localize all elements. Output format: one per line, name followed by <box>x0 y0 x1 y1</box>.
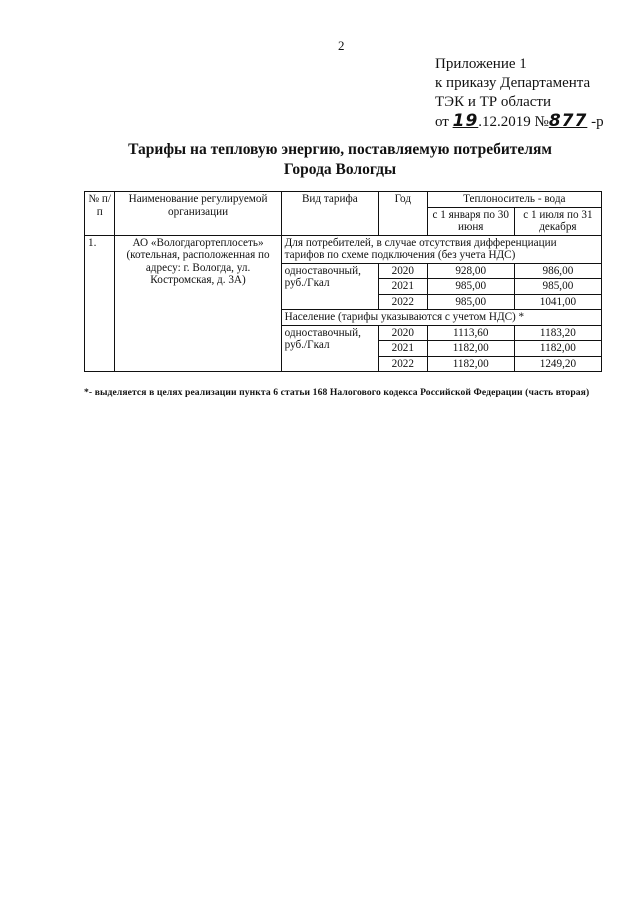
appendix-line3: ТЭК и ТР области <box>435 94 551 110</box>
value-h1: 985,00 <box>427 279 514 295</box>
value-h2: 985,00 <box>514 279 601 295</box>
appendix-line1: Приложение 1 <box>435 56 527 72</box>
row-number: 1. <box>85 235 115 372</box>
year-cell: 2021 <box>378 279 427 295</box>
header-kind: Вид тарифа <box>281 192 378 236</box>
title-line2: Города Вологды <box>283 161 397 178</box>
header-org: Наименование регулируемой организации <box>115 192 281 236</box>
header-num: № п/п <box>85 192 115 236</box>
org-name: АО «Вологдагортеплосеть» <box>132 236 264 249</box>
section2-label: Население (тарифы указываются с учетом НДС) * <box>281 310 601 326</box>
date-prefix: от <box>435 114 449 130</box>
date-day: 19 <box>452 111 479 131</box>
header-period2: с 1 июля по 31 декабря <box>514 207 601 235</box>
section1-label: Для потребителей, в случае отсутствия дифференциации тарифов по схеме подключения (без учета НДС) <box>281 235 601 263</box>
value-h2: 1182,00 <box>514 341 601 357</box>
tariff-type: одноставочный, руб./Гкал <box>281 325 378 372</box>
year-cell: 2021 <box>378 341 427 357</box>
value-h1: 1182,00 <box>427 341 514 357</box>
table-header-row <box>85 192 602 208</box>
tariff-table <box>84 191 602 372</box>
header-carrier: Теплоноситель - вода <box>427 192 601 208</box>
value-h2: 1041,00 <box>514 294 601 310</box>
tariff-type: одноставочный, руб./Гкал <box>281 263 378 310</box>
value-h1: 1182,00 <box>427 356 514 372</box>
value-h2: 1249,20 <box>514 356 601 372</box>
year-cell: 2022 <box>378 294 427 310</box>
value-h2: 986,00 <box>514 263 601 279</box>
value-h1: 928,00 <box>427 263 514 279</box>
appendix-date-line <box>435 112 604 132</box>
table-row <box>85 235 602 263</box>
page-number: 2 <box>338 38 345 53</box>
header-year: Год <box>378 192 427 236</box>
footnote: *- выделяется в целях реализации пункта 6 статьи 168 Налогового кодекса Российской Федерации (часть вторая) <box>84 387 590 398</box>
date-rest: .12.2019 № <box>478 114 549 130</box>
title-line1: Тарифы на тепловую энергию, поставляемую потребителям <box>128 141 552 158</box>
appendix-header <box>435 55 604 132</box>
appendix-line2: к приказу Департамента <box>435 75 591 91</box>
org-cell <box>115 235 281 372</box>
year-cell: 2020 <box>378 263 427 279</box>
year-cell: 2020 <box>378 325 427 341</box>
value-h2: 1183,20 <box>514 325 601 341</box>
year-cell: 2022 <box>378 356 427 372</box>
order-number: 877 <box>548 111 588 131</box>
order-suffix: -р <box>591 114 604 130</box>
value-h1: 1113,60 <box>427 325 514 341</box>
document-title <box>90 140 590 180</box>
value-h1: 985,00 <box>427 294 514 310</box>
header-period1: с 1 января по 30 июня <box>427 207 514 235</box>
org-description: (котельная, расположенная по адресу: г. Вологда, ул. Костромская, д. 3А) <box>126 249 270 286</box>
